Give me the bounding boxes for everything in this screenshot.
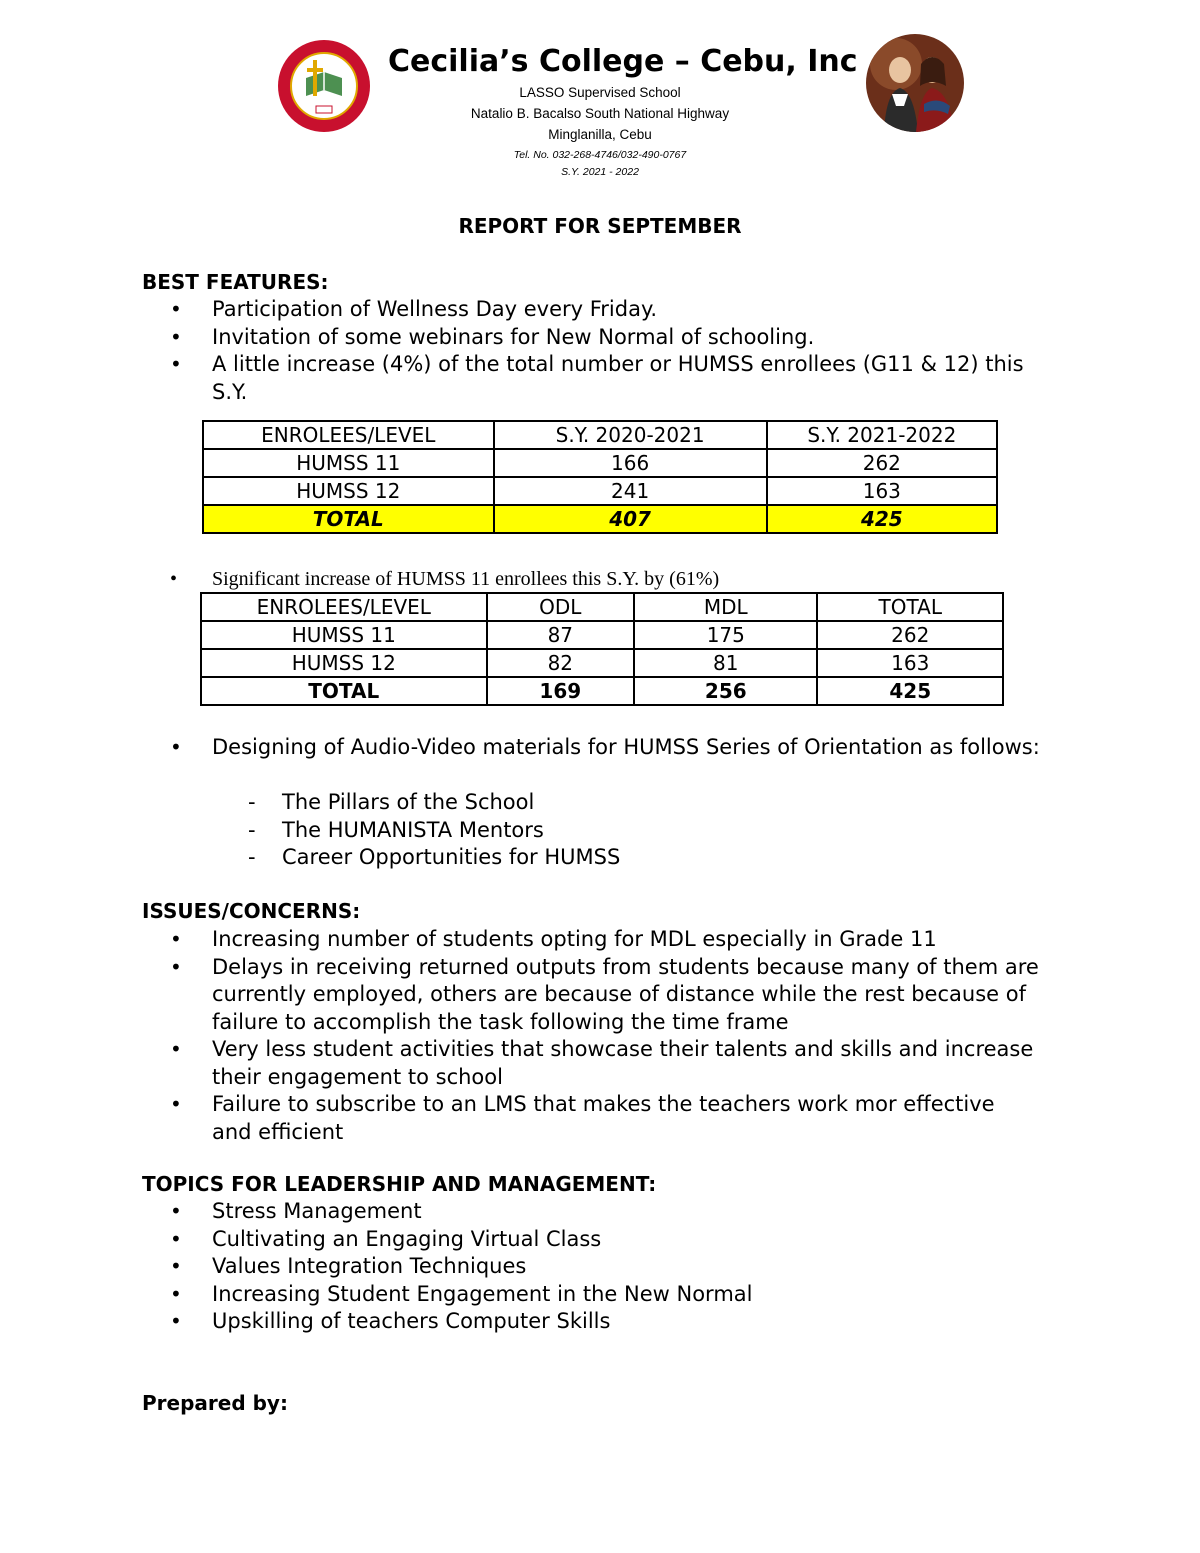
list-item: • Delays in receiving returned outputs from students because many of them are currently employed, others are because of distance while the rest because of failure to accomplish the task following the time frame [170, 954, 1062, 1037]
table-header-row [201, 593, 1003, 621]
table-total-row [201, 677, 1003, 705]
table-header-cell: ENROLEES/LEVEL [203, 421, 494, 449]
table-header-cell: MDL [634, 593, 817, 621]
orientation-series-list [248, 789, 620, 872]
table-header-cell: ENROLEES/LEVEL [201, 593, 487, 621]
enrollees-by-year-table [202, 420, 998, 534]
list-item: • Increasing number of students opting for MDL especially in Grade 11 [170, 926, 1062, 954]
designing-list [170, 734, 1070, 762]
list-item: • Stress Management [170, 1198, 1070, 1226]
prepared-by-label: Prepared by: [142, 1391, 288, 1415]
report-title: REPORT FOR SEPTEMBER [458, 214, 742, 238]
telephone-line: Tel. No. 032-268-4746/032-490-0767 [513, 149, 687, 161]
table-cell: TOTAL [203, 505, 494, 533]
list-item: • Cultivating an Engaging Virtual Class [170, 1226, 1070, 1254]
list-item: • Designing of Audio-Video materials for HUMSS Series of Orientation as follows: [170, 734, 1057, 762]
table-cell: 163 [767, 477, 997, 505]
table-cell: HUMSS 12 [203, 477, 494, 505]
table-cell: HUMSS 11 [203, 449, 494, 477]
table-row [201, 649, 1003, 677]
table-cell: 262 [767, 449, 997, 477]
table-cell: 163 [817, 649, 1003, 677]
table-cell: 166 [494, 449, 767, 477]
school-name: Cecilia’s College – Cebu, Inc [388, 44, 858, 79]
table-cell: 262 [817, 621, 1003, 649]
list-item: • Invitation of some webinars for New Normal of schooling. [170, 324, 1070, 352]
table-cell: 241 [494, 477, 767, 505]
table-header-cell: S.Y. 2021-2022 [767, 421, 997, 449]
table-row [203, 477, 997, 505]
issues-heading: ISSUES/CONCERNS: [142, 899, 361, 923]
table-cell: 82 [487, 649, 635, 677]
table-cell: 175 [634, 621, 817, 649]
table-row [201, 621, 1003, 649]
list-item: • Significant increase of HUMSS 11 enrollees this S.Y. by (61%) [170, 566, 1070, 594]
topics-heading: TOPICS FOR LEADERSHIP AND MANAGEMENT: [142, 1172, 657, 1196]
topics-list [170, 1198, 1070, 1336]
list-item: • A little increase (4%) of the total number or HUMSS enrollees (G11 & 12) this S.Y. [170, 351, 1042, 406]
sub-list-item: - The HUMANISTA Mentors [248, 817, 620, 845]
address-line-1: Natalio B. Bacalso South National Highway [470, 106, 730, 121]
supervision-line: LASSO Supervised School [519, 85, 681, 100]
table-cell: 169 [487, 677, 635, 705]
list-item: • Values Integration Techniques [170, 1253, 1070, 1281]
school-year-line: S.Y. 2021 - 2022 [561, 166, 639, 178]
table-cell: 425 [817, 677, 1003, 705]
enrollees-by-modality-table [200, 592, 1004, 706]
table-cell: 81 [634, 649, 817, 677]
list-item: • Failure to subscribe to an LMS that makes the teachers work mor effective and efficient [170, 1091, 1012, 1146]
table-total-row [203, 505, 997, 533]
list-item: • Increasing Student Engagement in the New Normal [170, 1281, 1070, 1309]
table-cell: 87 [487, 621, 635, 649]
table-header-cell: S.Y. 2020-2021 [494, 421, 767, 449]
table-cell: HUMSS 11 [201, 621, 487, 649]
list-item: • Upskilling of teachers Computer Skills [170, 1308, 1070, 1336]
sub-list-item: - The Pillars of the School [248, 789, 620, 817]
significant-increase-list [170, 566, 1070, 594]
list-item: • Very less student activities that showcase their talents and skills and increase their engagement to school [170, 1036, 1052, 1091]
issues-list [170, 926, 1070, 1146]
table-cell: HUMSS 12 [201, 649, 487, 677]
best-features-heading: BEST FEATURES: [142, 270, 329, 294]
best-features-list [170, 296, 1070, 406]
table-cell: 407 [494, 505, 767, 533]
table-header-cell: ODL [487, 593, 635, 621]
table-cell: 425 [767, 505, 997, 533]
table-cell: TOTAL [201, 677, 487, 705]
address-line-2: Minglanilla, Cebu [548, 127, 652, 142]
list-item: • Participation of Wellness Day every Friday. [170, 296, 1070, 324]
sub-list-item: - Career Opportunities for HUMSS [248, 844, 620, 872]
table-header-row [203, 421, 997, 449]
table-cell: 256 [634, 677, 817, 705]
table-header-cell: TOTAL [817, 593, 1003, 621]
table-row [203, 449, 997, 477]
